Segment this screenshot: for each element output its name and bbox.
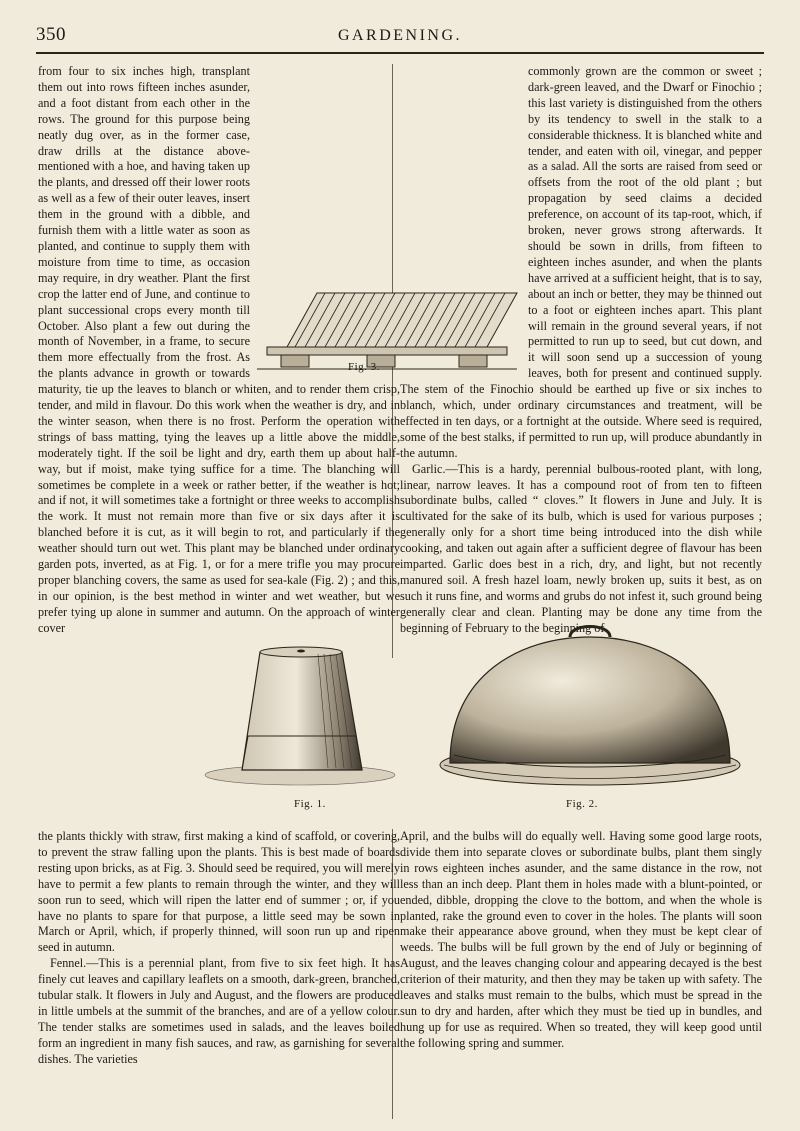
running-head: GARDENING. (337, 27, 463, 44)
fig2-blanching-cover-illustration (420, 615, 758, 795)
column-bottom-right (400, 829, 762, 1119)
paragraph: from four to six inches high, transplant them out into rows fifteen inches asunder, and a foot distant from each other in the rows. The ground for this purpose being neatly dug over, as in the former case, draw drills at the distance above-mentioned with a hoe, and having taken up the plants, and dressed off their lower roots as well as a few of their outer leaves, insert them in the ground with a dibble, and furnish them with a little water as soon as planted, and continue to supply them with moisture from time to time, as occasion may require, in dry weather. Plant the first crop the latter end of June, and continue to plant successional crops every month till October. Also plant a few out during the month of November, in a frame, to secure them more effectually from the frost. As the plants advance in growth or towards maturity, tie up the leaves to blanch or whiten, and to render them crisp, tender, and mild in flavour. Do this work when the weather is dry, and in the winter season, when there is no frost. Perform the operation with strings of bass matting, tying the leaves up a little above the middle, moderately tight. If the soil be light and dry, earth them up about half-way, but if moist, make tying suffice for a time. The blanching will sometimes be complete in a week or rather better, if the weather is hot; and if not, it will sometimes take a fortnight or three weeks to accomplish the work. It must not remain more than five or six days after it is blanched before it is cut, as it will begin to rot, and particularly if the weather should turn out wet. This plant may be blanched under ordinary garden pots, inverted, as at Fig. 1, or for a mere trifle you may procure proper blanching covers, the same as used for sea-kale (Fig. 2) ; and this, in our opinion, is the best method in winter and wet weather, but we prefer tying up alone in summer and autumn. On the approach of winter cover (38, 64, 400, 635)
fig2-caption: Fig. 2. (566, 798, 598, 810)
paragraph: commonly grown are the common or sweet ; dark-green leaved, and the Dwarf or Finochio ; this last variety is distinguished from the others by its tendency to swell in the stalk to a considerable thickness. It is blanched white and tender, and eaten with oil, vinegar, and pepper as a salad. All the sorts are raised from seed or offsets from the root of the old plant ; but propagation by seed claims a decided preference, on account of its tap-root, which, if broken, never grows strong afterwards. It should be sown in drills, from fifteen to eighteen inches asunder, and when the plants have arrived at a sufficient height, that is to say, about an inch or better, they may be thinned out to a foot or eighteen inches apart. This plant will remain in the ground several years, if not permitted to run up to seed, but cut down, and it will soon send up a succession of young leaves, both for present and continued supply. The stem of the Finochio should be earthed up five or six inches to blanch, which, under ordinary circumstances and treatment, will be effected in ten days, or a fortnight at the outside. Where seed is required, some of the best stalks, if permitted to run up, will produce abundantly in the autumn. (400, 64, 762, 460)
fig3-caption: Fig. 3. (348, 361, 380, 373)
fig3-scaffold-illustration (247, 285, 527, 375)
paragraph-fennel: Fennel.—This is a perennial plant, from five to six feet high. It has finely cut leaves and capillary leaflets on a smooth, dark-green, branched, tubular stalk. It flowers in July and August, and the flowers are produced in little umbels at the summit of the branches, and are of a yellow colour. The tender stalks are sometimes used in salads, and the leaves boiled form an ingredient in many fish sauces, and raw, as garnishing for several dishes. The varieties (38, 956, 400, 1066)
column-bottom-left (38, 829, 400, 1119)
fig1-caption: Fig. 1. (294, 798, 326, 810)
header-rule (36, 52, 764, 54)
page-number: 350 (36, 24, 66, 45)
fig1-inverted-pot-illustration (200, 640, 410, 790)
paragraph: April, and the bulbs will do equally well. Having some good large roots, divide them into separate cloves or subordinate bulbs, plant them singly in rows eighteen inches asunder, and the same distance in the row, not less than an inch deep. Plant them in holes made with a blunt-pointed, or ended, dibble, dropping the clove to the bottom, and when the whole is planted, rake the ground even to cover in the holes. The plants will soon make their appearance above ground, when they must be kept clear of weeds. The bulbs will be full grown by the end of July or beginning of August, and the leaves changing colour and appearing decayed is the best criterion of their maturity, and then they may be taken up with safety. The leaves and stalks must remain to the bulbs, which must be spread in the sun to dry and harden, after which they must be tied up in bundles, and hung up for use as required. When so treated, they will keep good until the following spring and summer. (400, 829, 762, 1050)
paragraph-garlic: Garlic.—This is a hardy, perennial bulbous-rooted plant, with long, linear, narrow leaves. It has a compound root of from ten to fifteen subordinate bulbs, called “ cloves.” It flowers in June and July. It is cultivated for the sake of its bulb, which is used for various purposes ; generally only for a short time being introduced into the dish while cooking, and taken out again after a sufficient degree of flavour has been imparted. Garlic does best in a rich, dry, and light, but not recently manured soil. A fresh hazel loam, newly broken up, suits it best, as on such it runs fine, and worms and grubs do not infest it, such ground being generally clear and clean. Planting may be done any time from the beginning of February to the beginning of (400, 461, 762, 635)
paragraph: the plants thickly with straw, first making a kind of scaffold, or covering, to prevent the straw falling upon the plants. This is best made of boards resting upon bricks, as at Fig. 3. Should seed be required, you will merely have to permit a few plants to remain through the winter, and they will soon run to seed, which will ripen the latter end of summer ; or, if you have no plants to spare for that purpose, a little seed may be sown in March or April, which, if properly thinned, will soon run up and ripen seed in autumn. (38, 829, 400, 955)
